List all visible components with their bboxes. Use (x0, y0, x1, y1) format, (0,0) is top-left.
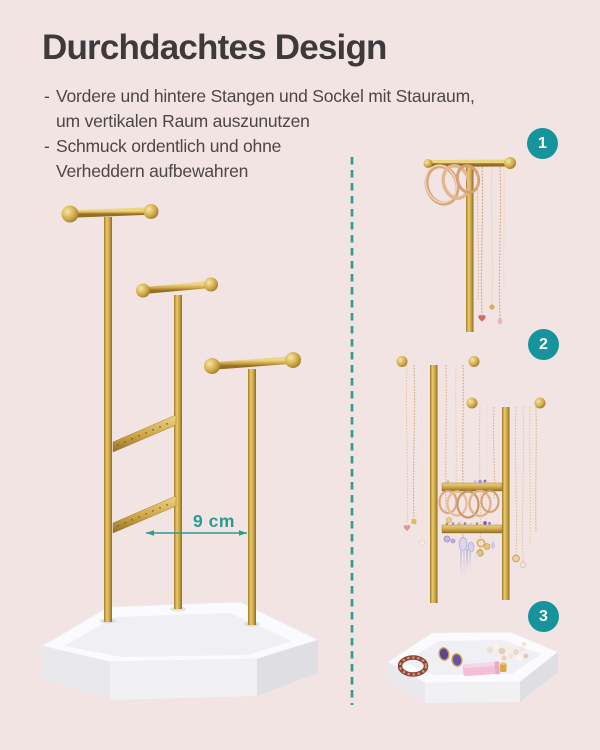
arrowhead-right-icon (239, 530, 247, 536)
detail-1-illustration (420, 152, 520, 337)
page-title: Durchdachtes Design (42, 28, 387, 67)
callout-number: 3 (539, 607, 548, 625)
detail-2-illustration (390, 350, 562, 612)
feature-item-2 (44, 134, 475, 184)
detail2-left-t-bar (397, 356, 480, 367)
dimension-annotation (146, 511, 247, 536)
callout-number: 1 (538, 134, 547, 152)
detail2-right-pole (502, 407, 510, 600)
middle-t-bar (136, 278, 218, 298)
feature-line: um vertikalen Raum auszunutzen (56, 111, 310, 131)
detail2-right-t-bar (467, 398, 546, 409)
detail-3-illustration (375, 625, 575, 717)
heart-pendant (478, 315, 485, 322)
measurement-label: 9 cm (193, 511, 235, 531)
gold-trinket (500, 662, 507, 672)
bangle-bar (442, 480, 502, 491)
arrowhead-left-icon (146, 530, 154, 536)
bullet-dash: - (44, 86, 50, 106)
feature-line: Schmuck ordentlich und ohne (56, 136, 282, 156)
earring-hole-bar-lower (113, 496, 176, 533)
stand-poles (104, 217, 256, 625)
earring-hole-bar-upper (113, 415, 176, 452)
main-product-illustration (30, 195, 340, 720)
bullet-dash: - (44, 136, 50, 156)
callout-number: 2 (539, 335, 548, 353)
callout-badge-3 (528, 601, 559, 632)
feature-line: Verheddern aufbewahren (56, 161, 249, 181)
callout-badge-2 (528, 329, 559, 360)
earring-bar (442, 521, 502, 533)
ball-pendant (489, 304, 494, 309)
detail2-left-pole (430, 365, 438, 603)
feature-list (44, 84, 475, 184)
dangling-earrings (444, 533, 495, 582)
bangles (440, 491, 499, 526)
dashed-divider-line (349, 154, 355, 708)
drop-pendant (498, 318, 503, 325)
callout-badge-1 (527, 128, 558, 159)
feature-item-1 (44, 84, 475, 134)
feature-line: Vordere und hintere Stangen und Sockel mit Stauraum, (56, 86, 475, 106)
necklace-chains (477, 167, 504, 318)
hexagonal-base-tray (42, 602, 318, 700)
